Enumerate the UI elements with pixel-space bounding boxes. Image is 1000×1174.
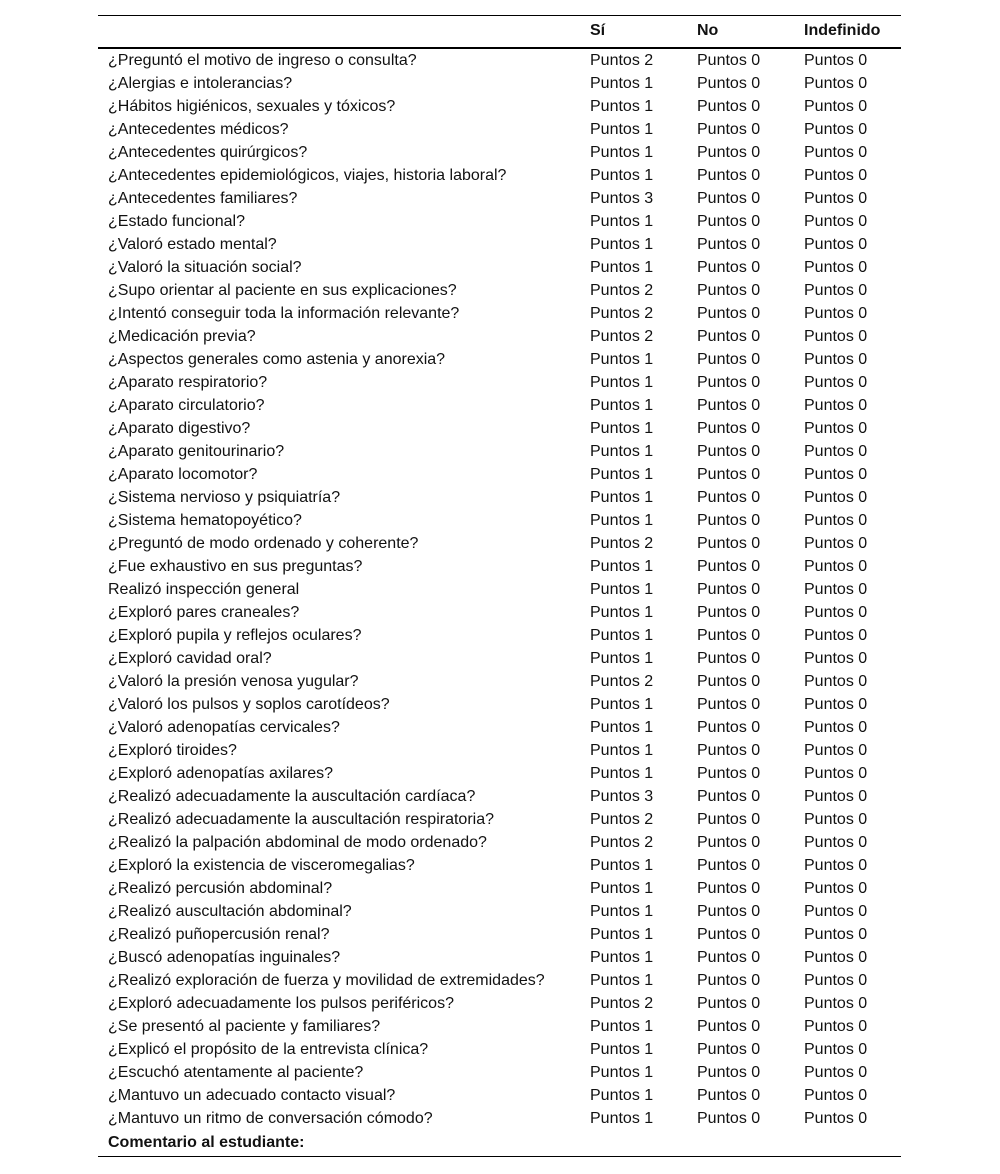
indefinido-points-cell: Puntos 0 bbox=[804, 626, 868, 644]
si-points-cell: Puntos 1 bbox=[590, 718, 654, 736]
si-points-cell: Puntos 1 bbox=[590, 419, 654, 437]
no-points-cell: Puntos 0 bbox=[697, 74, 761, 92]
question-cell: ¿Exploró tiroides? bbox=[108, 741, 237, 759]
si-points-cell: Puntos 1 bbox=[590, 396, 654, 414]
no-points-cell: Puntos 0 bbox=[697, 1109, 761, 1127]
no-points-cell: Puntos 0 bbox=[697, 396, 761, 414]
table-row bbox=[98, 72, 901, 95]
question-cell: ¿Mantuvo un ritmo de conversación cómodo? bbox=[108, 1109, 433, 1127]
table-row bbox=[98, 762, 901, 785]
question-cell: ¿Valoró adenopatías cervicales? bbox=[108, 718, 340, 736]
indefinido-points-cell: Puntos 0 bbox=[804, 373, 868, 391]
question-cell: ¿Valoró la situación social? bbox=[108, 258, 302, 276]
header-si: Sí bbox=[590, 16, 697, 48]
no-points-cell: Puntos 0 bbox=[697, 833, 761, 851]
table-row bbox=[98, 785, 901, 808]
no-points-cell: Puntos 0 bbox=[697, 879, 761, 897]
si-points-cell: Puntos 1 bbox=[590, 925, 654, 943]
indefinido-points-cell: Puntos 0 bbox=[804, 856, 868, 874]
table-row bbox=[98, 739, 901, 762]
indefinido-points-cell: Puntos 0 bbox=[804, 419, 868, 437]
table-row bbox=[98, 1015, 901, 1038]
indefinido-points-cell: Puntos 0 bbox=[804, 189, 868, 207]
table-row bbox=[98, 831, 901, 854]
no-points-cell: Puntos 0 bbox=[697, 672, 761, 690]
question-cell: ¿Aparato genitourinario? bbox=[108, 442, 285, 460]
question-cell: ¿Realizó percusión abdominal? bbox=[108, 879, 333, 897]
question-cell: ¿Realizó la palpación abdominal de modo ordenado? bbox=[108, 833, 487, 851]
table-row bbox=[98, 233, 901, 256]
question-cell: ¿Estado funcional? bbox=[108, 212, 245, 230]
table-row bbox=[98, 969, 901, 992]
no-points-cell: Puntos 0 bbox=[697, 1086, 761, 1104]
indefinido-points-cell: Puntos 0 bbox=[804, 350, 868, 368]
table-row bbox=[98, 601, 901, 624]
no-points-cell: Puntos 0 bbox=[697, 97, 761, 115]
question-cell: ¿Exploró cavidad oral? bbox=[108, 649, 272, 667]
indefinido-points-cell: Puntos 0 bbox=[804, 879, 868, 897]
no-points-cell: Puntos 0 bbox=[697, 212, 761, 230]
evaluation-table bbox=[98, 15, 901, 1157]
table-row bbox=[98, 256, 901, 279]
si-points-cell: Puntos 1 bbox=[590, 1063, 654, 1081]
question-cell: ¿Exploró pupila y reflejos oculares? bbox=[108, 626, 362, 644]
si-points-cell: Puntos 1 bbox=[590, 764, 654, 782]
table-row bbox=[98, 532, 901, 555]
indefinido-points-cell: Puntos 0 bbox=[804, 143, 868, 161]
question-cell: ¿Realizó auscultación abdominal? bbox=[108, 902, 352, 920]
no-points-cell: Puntos 0 bbox=[697, 994, 761, 1012]
indefinido-points-cell: Puntos 0 bbox=[804, 304, 868, 322]
indefinido-points-cell: Puntos 0 bbox=[804, 235, 868, 253]
question-cell: ¿Realizó puñopercusión renal? bbox=[108, 925, 330, 943]
si-points-cell: Puntos 1 bbox=[590, 143, 654, 161]
question-cell: ¿Aparato digestivo? bbox=[108, 419, 251, 437]
no-points-cell: Puntos 0 bbox=[697, 1063, 761, 1081]
no-points-cell: Puntos 0 bbox=[697, 350, 761, 368]
no-points-cell: Puntos 0 bbox=[697, 304, 761, 322]
table-row bbox=[98, 923, 901, 946]
comment-empty-cell bbox=[804, 1130, 901, 1157]
question-cell: ¿Aparato locomotor? bbox=[108, 465, 258, 483]
question-cell: ¿Antecedentes quirúrgicos? bbox=[108, 143, 308, 161]
indefinido-points-cell: Puntos 0 bbox=[804, 948, 868, 966]
si-points-cell: Puntos 1 bbox=[590, 971, 654, 989]
question-cell: ¿Mantuvo un adecuado contacto visual? bbox=[108, 1086, 396, 1104]
indefinido-points-cell: Puntos 0 bbox=[804, 1040, 868, 1058]
indefinido-points-cell: Puntos 0 bbox=[804, 327, 868, 345]
indefinido-points-cell: Puntos 0 bbox=[804, 741, 868, 759]
table-row bbox=[98, 463, 901, 486]
indefinido-points-cell: Puntos 0 bbox=[804, 511, 868, 529]
table-row bbox=[98, 900, 901, 923]
indefinido-points-cell: Puntos 0 bbox=[804, 557, 868, 575]
no-points-cell: Puntos 0 bbox=[697, 419, 761, 437]
indefinido-points-cell: Puntos 0 bbox=[804, 994, 868, 1012]
no-points-cell: Puntos 0 bbox=[697, 603, 761, 621]
table-row bbox=[98, 716, 901, 739]
indefinido-points-cell: Puntos 0 bbox=[804, 833, 868, 851]
table-row bbox=[98, 808, 901, 831]
indefinido-points-cell: Puntos 0 bbox=[804, 258, 868, 276]
indefinido-points-cell: Puntos 0 bbox=[804, 396, 868, 414]
no-points-cell: Puntos 0 bbox=[697, 1017, 761, 1035]
no-points-cell: Puntos 0 bbox=[697, 281, 761, 299]
question-cell: ¿Aspectos generales como astenia y anorexia? bbox=[108, 350, 446, 368]
question-cell: ¿Valoró la presión venosa yugular? bbox=[108, 672, 359, 690]
no-points-cell: Puntos 0 bbox=[697, 718, 761, 736]
question-cell: ¿Intentó conseguir toda la información relevante? bbox=[108, 304, 460, 322]
table-row bbox=[98, 210, 901, 233]
si-points-cell: Puntos 1 bbox=[590, 166, 654, 184]
si-points-cell: Puntos 1 bbox=[590, 557, 654, 575]
si-points-cell: Puntos 1 bbox=[590, 258, 654, 276]
indefinido-points-cell: Puntos 0 bbox=[804, 925, 868, 943]
si-points-cell: Puntos 1 bbox=[590, 465, 654, 483]
si-points-cell: Puntos 1 bbox=[590, 1040, 654, 1058]
no-points-cell: Puntos 0 bbox=[697, 488, 761, 506]
table-row bbox=[98, 854, 901, 877]
table-row bbox=[98, 394, 901, 417]
indefinido-points-cell: Puntos 0 bbox=[804, 603, 868, 621]
question-cell: ¿Realizó adecuadamente la auscultación respiratoria? bbox=[108, 810, 494, 828]
indefinido-points-cell: Puntos 0 bbox=[804, 672, 868, 690]
si-points-cell: Puntos 1 bbox=[590, 902, 654, 920]
si-points-cell: Puntos 1 bbox=[590, 856, 654, 874]
si-points-cell: Puntos 2 bbox=[590, 304, 654, 322]
no-points-cell: Puntos 0 bbox=[697, 580, 761, 598]
table-row bbox=[98, 1084, 901, 1107]
table-row bbox=[98, 440, 901, 463]
no-points-cell: Puntos 0 bbox=[697, 143, 761, 161]
comment-empty-cell bbox=[590, 1130, 697, 1157]
indefinido-points-cell: Puntos 0 bbox=[804, 971, 868, 989]
table-row bbox=[98, 279, 901, 302]
indefinido-points-cell: Puntos 0 bbox=[804, 1017, 868, 1035]
table-row bbox=[98, 647, 901, 670]
table-row bbox=[98, 1038, 901, 1061]
no-points-cell: Puntos 0 bbox=[697, 649, 761, 667]
question-cell: ¿Aparato respiratorio? bbox=[108, 373, 268, 391]
table-row bbox=[98, 371, 901, 394]
indefinido-points-cell: Puntos 0 bbox=[804, 442, 868, 460]
si-points-cell: Puntos 3 bbox=[590, 189, 654, 207]
table-row bbox=[98, 509, 901, 532]
table-row bbox=[98, 302, 901, 325]
question-cell: ¿Realizó adecuadamente la auscultación cardíaca? bbox=[108, 787, 476, 805]
no-points-cell: Puntos 0 bbox=[697, 166, 761, 184]
header-row bbox=[98, 16, 901, 48]
question-cell: ¿Valoró estado mental? bbox=[108, 235, 277, 253]
table-row bbox=[98, 141, 901, 164]
table-row bbox=[98, 95, 901, 118]
indefinido-points-cell: Puntos 0 bbox=[804, 718, 868, 736]
comment-empty-cell bbox=[697, 1130, 804, 1157]
table-row bbox=[98, 1061, 901, 1084]
no-points-cell: Puntos 0 bbox=[697, 626, 761, 644]
no-points-cell: Puntos 0 bbox=[697, 902, 761, 920]
question-cell: ¿Medicación previa? bbox=[108, 327, 256, 345]
question-cell: ¿Antecedentes médicos? bbox=[108, 120, 289, 138]
indefinido-points-cell: Puntos 0 bbox=[804, 166, 868, 184]
si-points-cell: Puntos 1 bbox=[590, 488, 654, 506]
si-points-cell: Puntos 1 bbox=[590, 948, 654, 966]
si-points-cell: Puntos 1 bbox=[590, 350, 654, 368]
si-points-cell: Puntos 3 bbox=[590, 787, 654, 805]
no-points-cell: Puntos 0 bbox=[697, 51, 761, 69]
indefinido-points-cell: Puntos 0 bbox=[804, 97, 868, 115]
si-points-cell: Puntos 1 bbox=[590, 373, 654, 391]
no-points-cell: Puntos 0 bbox=[697, 189, 761, 207]
si-points-cell: Puntos 1 bbox=[590, 1086, 654, 1104]
si-points-cell: Puntos 1 bbox=[590, 212, 654, 230]
table-row bbox=[98, 118, 901, 141]
si-points-cell: Puntos 2 bbox=[590, 281, 654, 299]
no-points-cell: Puntos 0 bbox=[697, 442, 761, 460]
no-points-cell: Puntos 0 bbox=[697, 695, 761, 713]
question-cell: ¿Buscó adenopatías inguinales? bbox=[108, 948, 341, 966]
table-row bbox=[98, 1107, 901, 1130]
header-question bbox=[98, 16, 590, 48]
table-row bbox=[98, 877, 901, 900]
indefinido-points-cell: Puntos 0 bbox=[804, 212, 868, 230]
table-row bbox=[98, 187, 901, 210]
si-points-cell: Puntos 1 bbox=[590, 120, 654, 138]
table-row bbox=[98, 164, 901, 187]
question-cell: Realizó inspección general bbox=[108, 580, 300, 598]
no-points-cell: Puntos 0 bbox=[697, 787, 761, 805]
no-points-cell: Puntos 0 bbox=[697, 534, 761, 552]
table-row bbox=[98, 486, 901, 509]
question-cell: ¿Aparato circulatorio? bbox=[108, 396, 265, 414]
table-row bbox=[98, 693, 901, 716]
no-points-cell: Puntos 0 bbox=[697, 373, 761, 391]
si-points-cell: Puntos 1 bbox=[590, 879, 654, 897]
no-points-cell: Puntos 0 bbox=[697, 327, 761, 345]
question-cell: ¿Escuchó atentamente al paciente? bbox=[108, 1063, 364, 1081]
si-points-cell: Puntos 1 bbox=[590, 74, 654, 92]
no-points-cell: Puntos 0 bbox=[697, 557, 761, 575]
table-body bbox=[98, 48, 901, 1157]
indefinido-points-cell: Puntos 0 bbox=[804, 281, 868, 299]
header-indefinido: Indefinido bbox=[804, 16, 901, 48]
no-points-cell: Puntos 0 bbox=[697, 465, 761, 483]
indefinido-points-cell: Puntos 0 bbox=[804, 465, 868, 483]
si-points-cell: Puntos 2 bbox=[590, 51, 654, 69]
indefinido-points-cell: Puntos 0 bbox=[804, 534, 868, 552]
question-cell: ¿Antecedentes epidemiológicos, viajes, historia laboral? bbox=[108, 166, 507, 184]
indefinido-points-cell: Puntos 0 bbox=[804, 1086, 868, 1104]
si-points-cell: Puntos 2 bbox=[590, 672, 654, 690]
table-row bbox=[98, 670, 901, 693]
question-cell: ¿Valoró los pulsos y soplos carotídeos? bbox=[108, 695, 390, 713]
indefinido-points-cell: Puntos 0 bbox=[804, 51, 868, 69]
question-cell: ¿Fue exhaustivo en sus preguntas? bbox=[108, 557, 363, 575]
no-points-cell: Puntos 0 bbox=[697, 856, 761, 874]
no-points-cell: Puntos 0 bbox=[697, 120, 761, 138]
question-cell: ¿Preguntó el motivo de ingreso o consulta? bbox=[108, 51, 417, 69]
table-row bbox=[98, 417, 901, 440]
indefinido-points-cell: Puntos 0 bbox=[804, 695, 868, 713]
no-points-cell: Puntos 0 bbox=[697, 1040, 761, 1058]
table-row bbox=[98, 578, 901, 601]
question-cell: ¿Se presentó al paciente y familiares? bbox=[108, 1017, 381, 1035]
si-points-cell: Puntos 1 bbox=[590, 1017, 654, 1035]
question-cell: ¿Antecedentes familiares? bbox=[108, 189, 298, 207]
indefinido-points-cell: Puntos 0 bbox=[804, 120, 868, 138]
si-points-cell: Puntos 2 bbox=[590, 994, 654, 1012]
si-points-cell: Puntos 1 bbox=[590, 442, 654, 460]
no-points-cell: Puntos 0 bbox=[697, 948, 761, 966]
no-points-cell: Puntos 0 bbox=[697, 235, 761, 253]
header-no: No bbox=[697, 16, 804, 48]
evaluation-table-container bbox=[98, 15, 901, 1157]
indefinido-points-cell: Puntos 0 bbox=[804, 74, 868, 92]
si-points-cell: Puntos 1 bbox=[590, 1109, 654, 1127]
question-cell: ¿Explicó el propósito de la entrevista clínica? bbox=[108, 1040, 429, 1058]
si-points-cell: Puntos 2 bbox=[590, 810, 654, 828]
question-cell: ¿Preguntó de modo ordenado y coherente? bbox=[108, 534, 419, 552]
question-cell: ¿Exploró adecuadamente los pulsos periféricos? bbox=[108, 994, 454, 1012]
no-points-cell: Puntos 0 bbox=[697, 764, 761, 782]
si-points-cell: Puntos 1 bbox=[590, 511, 654, 529]
table-header bbox=[98, 16, 901, 48]
si-points-cell: Puntos 1 bbox=[590, 97, 654, 115]
question-cell: ¿Exploró la existencia de visceromegalias? bbox=[108, 856, 415, 874]
indefinido-points-cell: Puntos 0 bbox=[804, 1063, 868, 1081]
table-row bbox=[98, 325, 901, 348]
si-points-cell: Puntos 1 bbox=[590, 695, 654, 713]
indefinido-points-cell: Puntos 0 bbox=[804, 649, 868, 667]
table-row bbox=[98, 348, 901, 371]
question-cell: ¿Alergias e intolerancias? bbox=[108, 74, 293, 92]
table-row bbox=[98, 48, 901, 72]
si-points-cell: Puntos 1 bbox=[590, 626, 654, 644]
si-points-cell: Puntos 2 bbox=[590, 833, 654, 851]
indefinido-points-cell: Puntos 0 bbox=[804, 764, 868, 782]
si-points-cell: Puntos 2 bbox=[590, 327, 654, 345]
no-points-cell: Puntos 0 bbox=[697, 741, 761, 759]
no-points-cell: Puntos 0 bbox=[697, 810, 761, 828]
question-cell: ¿Exploró adenopatías axilares? bbox=[108, 764, 334, 782]
si-points-cell: Puntos 1 bbox=[590, 649, 654, 667]
si-points-cell: Puntos 1 bbox=[590, 580, 654, 598]
question-cell: ¿Supo orientar al paciente en sus explicaciones? bbox=[108, 281, 457, 299]
no-points-cell: Puntos 0 bbox=[697, 971, 761, 989]
indefinido-points-cell: Puntos 0 bbox=[804, 902, 868, 920]
si-points-cell: Puntos 2 bbox=[590, 534, 654, 552]
no-points-cell: Puntos 0 bbox=[697, 511, 761, 529]
si-points-cell: Puntos 1 bbox=[590, 603, 654, 621]
indefinido-points-cell: Puntos 0 bbox=[804, 1109, 868, 1127]
comment-label: Comentario al estudiante: bbox=[98, 1130, 590, 1157]
no-points-cell: Puntos 0 bbox=[697, 925, 761, 943]
question-cell: ¿Exploró pares craneales? bbox=[108, 603, 300, 621]
table-row bbox=[98, 946, 901, 969]
indefinido-points-cell: Puntos 0 bbox=[804, 810, 868, 828]
question-cell: ¿Sistema nervioso y psiquiatría? bbox=[108, 488, 341, 506]
question-cell: ¿Realizó exploración de fuerza y movilidad de extremidades? bbox=[108, 971, 545, 989]
table-row bbox=[98, 624, 901, 647]
table-row bbox=[98, 555, 901, 578]
indefinido-points-cell: Puntos 0 bbox=[804, 488, 868, 506]
question-cell: ¿Sistema hematopoyético? bbox=[108, 511, 302, 529]
indefinido-points-cell: Puntos 0 bbox=[804, 580, 868, 598]
si-points-cell: Puntos 1 bbox=[590, 741, 654, 759]
question-cell: ¿Hábitos higiénicos, sexuales y tóxicos? bbox=[108, 97, 396, 115]
indefinido-points-cell: Puntos 0 bbox=[804, 787, 868, 805]
table-row bbox=[98, 992, 901, 1015]
no-points-cell: Puntos 0 bbox=[697, 258, 761, 276]
comment-row bbox=[98, 1130, 901, 1157]
si-points-cell: Puntos 1 bbox=[590, 235, 654, 253]
